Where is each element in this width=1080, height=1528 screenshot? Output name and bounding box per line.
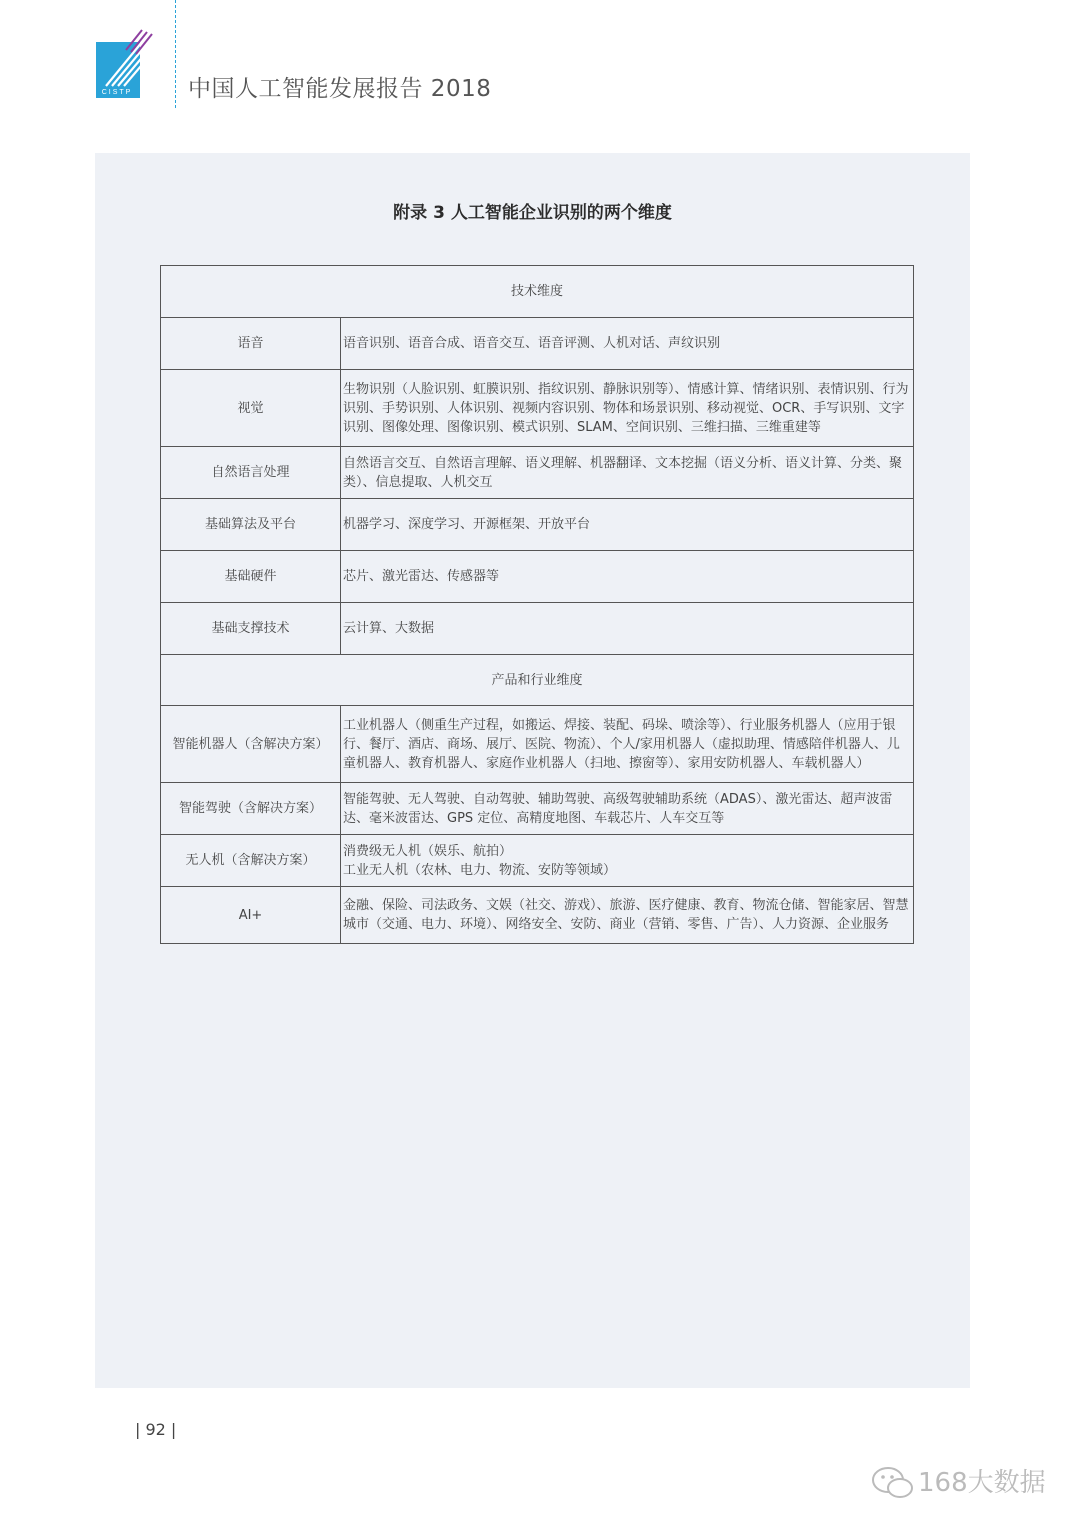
section-heading-row bbox=[161, 655, 914, 706]
row-content: 智能驾驶、无人驾驶、自动驾驶、辅助驾驶、高级驾驶辅助系统（ADAS）、激光雷达、超声波雷达、毫米波雷达、GPS 定位、高精度地图、车载芯片、人车交互等 bbox=[341, 783, 914, 835]
content-line: 工业无人机（农林、电力、物流、安防等领域） bbox=[343, 862, 617, 878]
row-content: 自然语言交互、自然语言理解、语义理解、机器翻译、文本挖掘（语义分析、语义计算、分类、聚类）、信息提取、人机交互 bbox=[341, 447, 914, 499]
header-divider bbox=[175, 0, 176, 108]
row-category: 语音 bbox=[161, 318, 341, 370]
row-content: 生物识别（人脸识别、虹膜识别、指纹识别、静脉识别等）、情感计算、情绪识别、表情识别、行为识别、手势识别、人体识别、视频内容识别、物体和场景识别、移动视觉、OCR、手写识别、文字识别、图像处理、图像识别、模式识别、SLAM、空间识别、三维扫描、三维重建等 bbox=[341, 370, 914, 447]
section-heading: 技术维度 bbox=[161, 266, 914, 318]
cistp-logo bbox=[96, 28, 154, 98]
table-row bbox=[161, 370, 914, 447]
row-category: 基础支撑技术 bbox=[161, 603, 341, 655]
header-title: 中国人工智能发展报告 2018 bbox=[188, 76, 492, 102]
appendix-table bbox=[160, 265, 914, 944]
row-category: 智能驾驶（含解决方案） bbox=[161, 783, 341, 835]
content-line: 消费级无人机（娱乐、航拍） bbox=[343, 843, 513, 859]
row-category: AI+ bbox=[161, 887, 341, 944]
row-content: 金融、保险、司法政务、文娱（社交、游戏）、旅游、医疗健康、教育、物流仓储、智能家居、智慧城市（交通、电力、环境）、网络安全、安防、商业（营销、零售、广告）、人力资源、企业服务 bbox=[341, 887, 914, 944]
watermark-text: 168大数据 bbox=[918, 1468, 1046, 1498]
logo-text: CISTP bbox=[101, 89, 133, 96]
wechat-icon bbox=[868, 1462, 918, 1502]
table-row bbox=[161, 603, 914, 655]
row-content: 工业机器人（侧重生产过程，如搬运、焊接、装配、码垛、喷涂等）、行业服务机器人（应用于银行、餐厅、酒店、商场、展厅、医院、物流）、个人/家用机器人（虚拟助理、情感陪伴机器人、儿童机器人、教育机器人、家庭作业机器人（扫地、擦窗等）、家用安防机器人、车载机器人） bbox=[341, 706, 914, 783]
table-row bbox=[161, 783, 914, 835]
row-category: 基础算法及平台 bbox=[161, 499, 341, 551]
row-content: 云计算、大数据 bbox=[341, 603, 914, 655]
row-category: 无人机（含解决方案） bbox=[161, 835, 341, 887]
section-heading-row bbox=[161, 266, 914, 318]
row-content: 机器学习、深度学习、开源框架、开放平台 bbox=[341, 499, 914, 551]
table-row bbox=[161, 887, 914, 944]
row-content bbox=[341, 835, 914, 887]
table-row bbox=[161, 551, 914, 603]
row-category: 自然语言处理 bbox=[161, 447, 341, 499]
row-category: 视觉 bbox=[161, 370, 341, 447]
row-category: 智能机器人（含解决方案） bbox=[161, 706, 341, 783]
table-row bbox=[161, 499, 914, 551]
table-row bbox=[161, 318, 914, 370]
section-heading: 产品和行业维度 bbox=[161, 655, 914, 706]
page-number: | 92 | bbox=[135, 1420, 177, 1439]
row-content: 芯片、激光雷达、传感器等 bbox=[341, 551, 914, 603]
table-row bbox=[161, 835, 914, 887]
document-title: 附录 3 人工智能企业识别的两个维度 bbox=[393, 203, 672, 223]
table-row bbox=[161, 447, 914, 499]
table-row bbox=[161, 706, 914, 783]
row-content: 语音识别、语音合成、语音交互、语音评测、人机对话、声纹识别 bbox=[341, 318, 914, 370]
row-category: 基础硬件 bbox=[161, 551, 341, 603]
